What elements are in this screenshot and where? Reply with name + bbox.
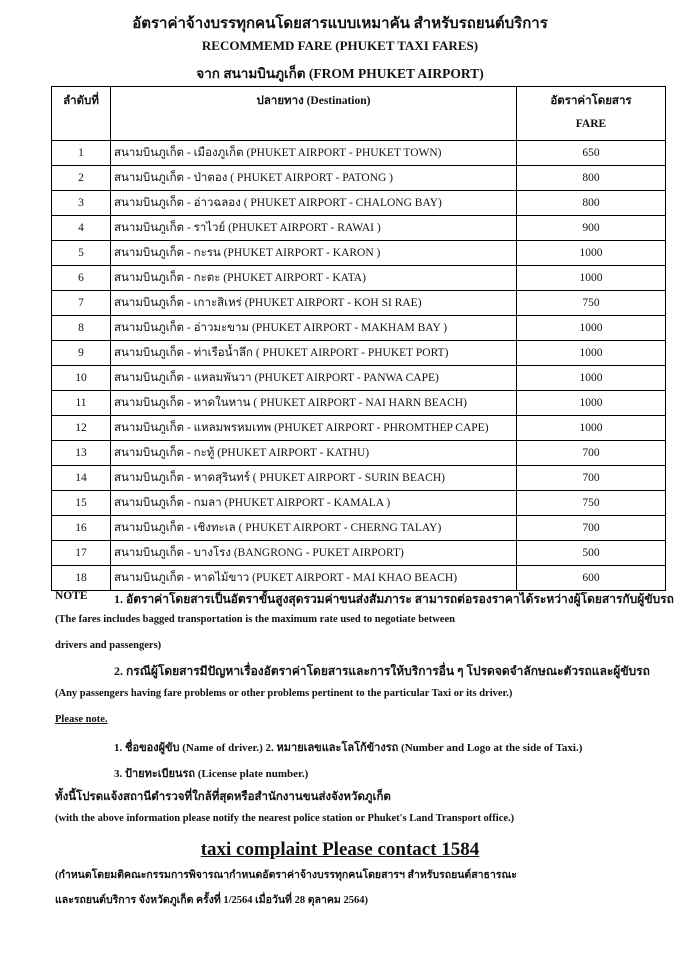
note-1-english-line-2: drivers and passengers) xyxy=(55,640,162,651)
row-destination: สนามบินภูเก็ต - เกาะสิเหร่ (PHUKET AIRPORT - KOH SI RAE) xyxy=(111,291,517,316)
document-subtitle: จาก สนามบินภูเก็ต (FROM PHUKET AIRPORT) xyxy=(196,66,484,81)
row-destination: สนามบินภูเก็ต - เชิงทะเล ( PHUKET AIRPORT - CHERNG TALAY) xyxy=(111,516,517,541)
row-destination: สนามบินภูเก็ต - กะทู้ (PHUKET AIRPORT - KATHU) xyxy=(111,441,517,466)
table-row xyxy=(52,316,666,341)
fare-table xyxy=(51,86,666,591)
table-row xyxy=(52,516,666,541)
row-number: 12 xyxy=(52,416,111,441)
fare-table-header-row xyxy=(52,87,666,141)
table-row xyxy=(52,466,666,491)
row-number: 18 xyxy=(52,566,111,591)
row-destination: สนามบินภูเก็ต - ราไวย์ (PHUKET AIRPORT - RAWAI ) xyxy=(111,216,517,241)
row-number: 3 xyxy=(52,191,111,216)
please-note-item-3: 3. ป้ายทะเบียนรถ (License plate number.) xyxy=(114,768,309,780)
row-fare: 650 xyxy=(517,141,666,166)
notify-instruction-english: (with the above information please notify the nearest police station or Phuket's Land Transport office.) xyxy=(55,813,515,824)
row-fare: 1000 xyxy=(517,391,666,416)
table-row xyxy=(52,216,666,241)
row-fare: 700 xyxy=(517,441,666,466)
row-number: 10 xyxy=(52,366,111,391)
row-number: 7 xyxy=(52,291,111,316)
table-row xyxy=(52,166,666,191)
row-fare: 1000 xyxy=(517,366,666,391)
document-title-english: RECOMMEMD FARE (PHUKET TAXI FARES) xyxy=(201,38,479,53)
row-number: 2 xyxy=(52,166,111,191)
row-number: 16 xyxy=(52,516,111,541)
table-row xyxy=(52,566,666,591)
row-number: 14 xyxy=(52,466,111,491)
table-row xyxy=(52,191,666,216)
table-row xyxy=(52,491,666,516)
row-destination: สนามบินภูเก็ต - ท่าเรือน้ำลึก ( PHUKET AIRPORT - PHUKET PORT) xyxy=(111,341,517,366)
table-row xyxy=(52,341,666,366)
row-destination: สนามบินภูเก็ต - กะรน (PHUKET AIRPORT - KARON ) xyxy=(111,241,517,266)
row-fare: 1000 xyxy=(517,316,666,341)
row-fare: 750 xyxy=(517,491,666,516)
row-fare: 700 xyxy=(517,466,666,491)
note-2-thai: 2. กรณีผู้โดยสารมีปัญหาเรื่องอัตราค่าโดยสารและการให้บริการอื่น ๆ โปรดจดจำลักษณะตัวรถและผู้ขับรถ xyxy=(114,664,650,678)
note-label: NOTE xyxy=(55,590,88,602)
row-destination: สนามบินภูเก็ต - หาดสุรินทร์ ( PHUKET AIRPORT - SURIN BEACH) xyxy=(111,466,517,491)
row-number: 5 xyxy=(52,241,111,266)
row-number: 11 xyxy=(52,391,111,416)
table-row xyxy=(52,416,666,441)
row-destination: สนามบินภูเก็ต - เมืองภูเก็ต (PHUKET AIRPORT - PHUKET TOWN) xyxy=(111,141,517,166)
row-fare: 900 xyxy=(517,216,666,241)
row-number: 4 xyxy=(52,216,111,241)
please-note-label: Please note. xyxy=(55,714,108,725)
column-header-number: ลำดับที่ xyxy=(52,87,111,141)
footer-line-2: และรถยนต์บริการ จังหวัดภูเก็ต ครั้งที่ 1/2564 เมื่อวันที่ 28 ตุลาคม 2564) xyxy=(55,895,368,906)
table-row xyxy=(52,141,666,166)
row-destination: สนามบินภูเก็ต - กมลา (PHUKET AIRPORT - KAMALA ) xyxy=(111,491,517,516)
row-number: 9 xyxy=(52,341,111,366)
row-destination: สนามบินภูเก็ต - อ่าวฉลอง ( PHUKET AIRPORT - CHALONG BAY) xyxy=(111,191,517,216)
column-header-fare-english: FARE xyxy=(575,118,607,130)
note-1-english-line-1: (The fares includes bagged transportation is the maximum rate used to negotiate between xyxy=(55,614,455,625)
please-note-items-1-2: 1. ชื่อของผู้ขับ (Name of driver.) 2. หมายเลขและโลโก้ข้างรถ (Number and Logo at the side of Taxi.) xyxy=(114,742,583,754)
row-number: 1 xyxy=(52,141,111,166)
row-destination: สนามบินภูเก็ต - แหลมพรหมเทพ (PHUKET AIRPORT - PHROMTHEP CAPE) xyxy=(111,416,517,441)
row-number: 15 xyxy=(52,491,111,516)
row-fare: 1000 xyxy=(517,416,666,441)
table-row xyxy=(52,291,666,316)
row-fare: 500 xyxy=(517,541,666,566)
table-row xyxy=(52,391,666,416)
row-number: 17 xyxy=(52,541,111,566)
complaint-contact-heading: taxi complaint Please contact 1584 xyxy=(200,839,480,860)
row-fare: 1000 xyxy=(517,241,666,266)
row-fare: 800 xyxy=(517,166,666,191)
row-destination: สนามบินภูเก็ต - อ่าวมะขาม (PHUKET AIRPORT - MAKHAM BAY ) xyxy=(111,316,517,341)
footer-line-1: (กำหนดโดยมติคณะกรรมการพิจารณากำหนดอัตราค่าจ้างบรรทุกคนโดยสารฯ สำหรับรถยนต์สาธารณะ xyxy=(55,870,517,881)
row-fare: 1000 xyxy=(517,266,666,291)
row-fare: 700 xyxy=(517,516,666,541)
row-fare: 750 xyxy=(517,291,666,316)
notify-instruction-thai: ทั้งนี้โปรดแจ้งสถานีตำรวจที่ใกล้ที่สุดหรือสำนักงานขนส่งจังหวัดภูเก็ต xyxy=(55,791,391,803)
note-1-thai: 1. อัตราค่าโดยสารเป็นอัตราขั้นสูงสุดรวมค่าขนส่งสัมภาระ สามารถต่อรองราคาได้ระหว่างผู้โดยสารกับผู้ขับรถ xyxy=(114,592,674,606)
row-destination: สนามบินภูเก็ต - กะตะ (PHUKET AIRPORT - KATA) xyxy=(111,266,517,291)
table-row xyxy=(52,541,666,566)
table-row xyxy=(52,366,666,391)
column-header-fare-thai: อัตราค่าโดยสาร xyxy=(550,95,632,107)
row-fare: 800 xyxy=(517,191,666,216)
document-title-thai: อัตราค่าจ้างบรรทุกคนโดยสารแบบเหมาคัน สำหรับรถยนต์บริการ xyxy=(132,16,548,32)
row-fare: 1000 xyxy=(517,341,666,366)
row-destination: สนามบินภูเก็ต - หาดในหาน ( PHUKET AIRPORT - NAI HARN BEACH) xyxy=(111,391,517,416)
row-destination: สนามบินภูเก็ต - แหลมพันวา (PHUKET AIRPORT - PANWA CAPE) xyxy=(111,366,517,391)
row-number: 6 xyxy=(52,266,111,291)
row-fare: 600 xyxy=(517,566,666,591)
row-number: 8 xyxy=(52,316,111,341)
table-row xyxy=(52,241,666,266)
row-destination: สนามบินภูเก็ต - หาดไม้ขาว (PUKET AIRPORT - MAI KHAO BEACH) xyxy=(111,566,517,591)
table-row xyxy=(52,266,666,291)
note-2-english: (Any passengers having fare problems or other problems pertinent to the particular Taxi or its driver.) xyxy=(55,688,513,699)
fare-table-body xyxy=(52,141,666,591)
row-destination: สนามบินภูเก็ต - บางโรง (BANGRONG - PUKET AIRPORT) xyxy=(111,541,517,566)
table-row xyxy=(52,441,666,466)
column-header-fare xyxy=(517,87,666,141)
column-header-destination: ปลายทาง (Destination) xyxy=(111,87,517,141)
row-number: 13 xyxy=(52,441,111,466)
row-destination: สนามบินภูเก็ต - ป่าตอง ( PHUKET AIRPORT - PATONG ) xyxy=(111,166,517,191)
